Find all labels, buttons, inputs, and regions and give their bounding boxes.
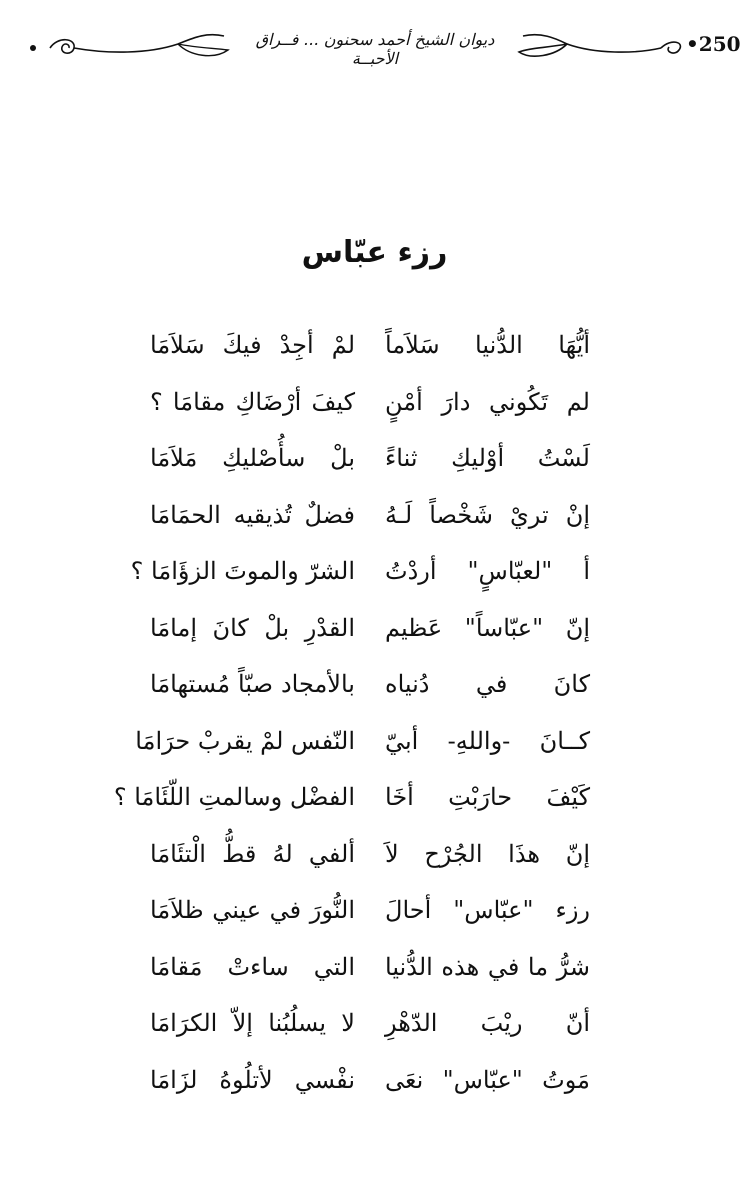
verse <box>150 608 590 665</box>
verse-second-hemistich: الفضْل وسالمتِ اللّئَامَا ؟ <box>113 783 355 811</box>
verse-second-hemistich: الشرّ والموتَ الزؤَامَا ؟ <box>130 557 355 585</box>
poem-title: رزء عبّاس <box>301 235 448 271</box>
verse-first-hemistich: لم تَكُوني دارَ أمْنٍ <box>385 387 590 416</box>
verse-first-hemistich: أنّ ريْبَ الدّهْرِ <box>385 1009 590 1037</box>
verse <box>113 777 590 834</box>
running-title: ديوان الشيخ أحمد سحنون ... فــراق الأحبــة <box>255 30 495 68</box>
verse <box>130 551 590 608</box>
verse-first-hemistich: لَسْتُ أوْليكِ ثناءً <box>385 444 590 472</box>
verse <box>150 664 590 721</box>
verse-second-hemistich: لا يسلُبُنا إلاّ الكرَامَا <box>150 1009 355 1037</box>
verse-second-hemistich: نفْسي لأتلُوهُ لزَامَا <box>150 1065 355 1094</box>
verse-first-hemistich: كــانَ -واللهِ- أبيّ <box>385 726 590 755</box>
verse-first-hemistich: كَيْفَ حارَبْتِ أخَا <box>385 783 590 811</box>
verse-second-hemistich: بلْ سأُصْليكِ مَلاَمَا <box>150 444 355 472</box>
verse-second-hemistich: كيفَ أرْضَاكِ مقامَا ؟ <box>150 387 355 416</box>
verse-second-hemistich: فضلٌ تُذيقيه الحمَامَا <box>150 500 355 529</box>
verse <box>135 721 590 778</box>
verse <box>150 495 590 552</box>
verse <box>150 947 590 1004</box>
verse <box>150 382 590 439</box>
verse <box>150 834 590 891</box>
verse-first-hemistich: مَوتُ "عبّاس" نعَى <box>385 1065 590 1094</box>
verse-first-hemistich: إنّ "عبّاساً" عَظيم <box>385 613 590 642</box>
verse-first-hemistich: أ "لعبّاسٍ" أردْتُ <box>385 557 590 585</box>
verse-second-hemistich: بالأمجاد صبّاً مُستهامَا <box>150 670 355 698</box>
verse-second-hemistich: النُّورَ في عيني ظلاَمَا <box>150 896 355 924</box>
verse-second-hemistich: القدْرِ بلْ كانَ إمامَا <box>150 613 355 642</box>
verse-first-hemistich: شرُّ ما في هذه الدُّنيا <box>385 952 590 981</box>
verse <box>150 1060 590 1117</box>
verse <box>150 1003 590 1060</box>
verse <box>150 325 590 382</box>
verse <box>150 890 590 947</box>
flourish-ornament-icon <box>28 26 233 66</box>
page-number: •250 <box>686 32 741 56</box>
verse-first-hemistich: إنْ تريْ شَخْصاً لَـهُ <box>385 500 590 529</box>
verse-second-hemistich: التي ساءتْ مَقامَا <box>150 952 355 981</box>
flourish-ornament-icon <box>515 26 683 66</box>
verse-first-hemistich: أيُّهَا الدُّنيا سَلاَماً <box>385 331 590 359</box>
verse-second-hemistich: ألفي لهُ قطُّ الْتئَامَا <box>150 839 355 868</box>
verse-second-hemistich: النّفس لمْ يقربْ حرَامَا <box>135 726 355 755</box>
verse-second-hemistich: لمْ أجِدْ فيكَ سَلاَمَا <box>150 331 355 359</box>
verse-first-hemistich: رزء "عبّاس" أحالَ <box>385 896 590 924</box>
verse-first-hemistich: إنّ هذَا الجُرْح لاَ <box>385 839 590 868</box>
poem-verses <box>113 325 590 1116</box>
page-header <box>0 0 749 90</box>
verse <box>150 438 590 495</box>
verse-first-hemistich: كانَ في دُنياه <box>385 670 590 698</box>
